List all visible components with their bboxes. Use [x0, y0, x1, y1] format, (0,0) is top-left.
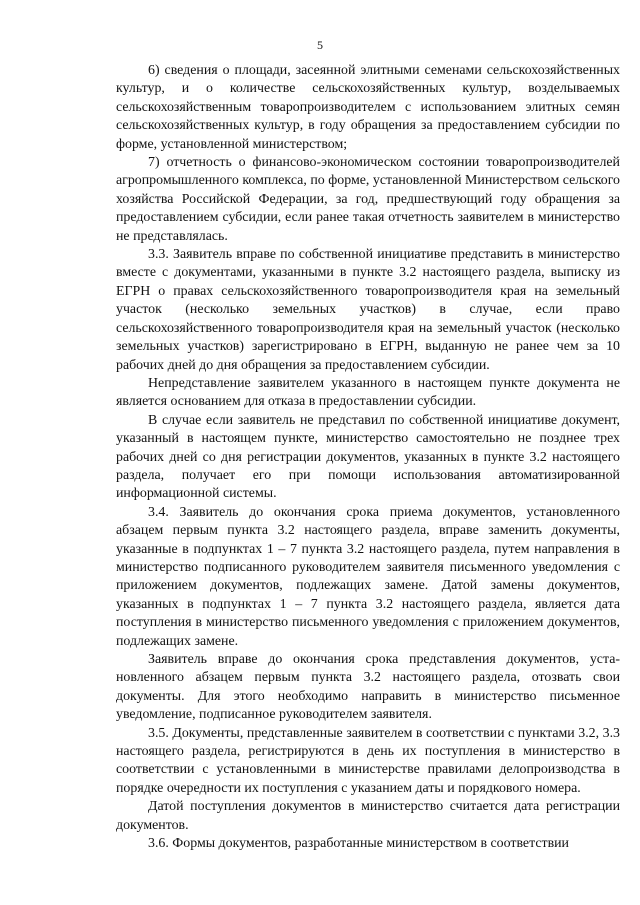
paragraph-subitem-7: 7) отчетность о финансово-экономическом состоянии товаропроизводителей агропромышленного комплекса, по форме, установленной Министерством сельского хозяйства Российской Федерации, за год, предшествующий году обращения за предоставлением субсидии, если ранее такая отчетность заявителем в министерство не представлялась.: [116, 155, 620, 244]
page-number: 5: [317, 38, 323, 52]
paragraph-receipt-date: Датой поступления документов в министерство считается дата регистрации документов.: [116, 799, 620, 833]
document-body: [116, 62, 620, 853]
paragraph-non-submission: Непредставление заявителем указанного в настоящем пункте документа не является основанием для отказа в предоставлении субсидии.: [116, 375, 620, 410]
paragraph-clause-3-6: 3.6. Формы документов, разработанные министерством в соответствии: [148, 836, 569, 852]
paragraph-withdrawal: Заявитель вправе до окончания срока представления документов, установленного абзацем первым пункта 3.2 настоящего раздела, отозвать свои документы. Для этого необходимо направить в министерство письменное уведомление, подписанное руководителем заявителя.: [116, 652, 620, 723]
paragraph-subitem-6: 6) сведения о площади, засеянной элитными семенами сельскохозяйственных культур, и о количестве сельскохозяйственных культур, возделываемых сельскохозяйственным товаропроизводителем с использованием элитных семян сельскохозяйственных культур, в году обращения за предоставлением субсидии по форме, установленной министерством;: [116, 63, 620, 152]
paragraph-clause-3-4: 3.4. Заявитель до окончания срока приема документов, установленного абзацем первым пункта 3.2 настоящего раздела, вправе заменить документы, указанные в подпунктах 1 – 7 пункта 3.2 настоящего раздела, путем направления в министерство подписанного руководителем заявителя письменного уведомления с приложением документов, подлежащих замене. Датой замены документов, указанных в подпунктах 1 – 7 пункта 3.2 настоящего раздела, является дата поступления в министерство письменного уведомления с приложением документов, подлежащих замене.: [116, 504, 620, 649]
paragraph-clause-3-5: 3.5. Документы, представленные заявителем в соответствии с пунктами 3.2, 3.3 настоящего раздела, регистрируются в день их поступления в министерство в соответствии с установленными в министерстве правилами делопроизводства в порядке очередности их поступления с указанием даты и порядкового номера.: [116, 725, 620, 796]
paragraph-clause-3-3: 3.3. Заявитель вправе по собственной инициативе представить в министерство вместе с документами, указанными в пункте 3.2 настоящего раздела, выписку из ЕГРН о правах сельскохозяйственного товаропроизводителя края на земельный участок (несколько земельных участков) в случае, если право сельскохозяйственного товаропроизводителя края на земельный участок (несколько земельных участков) зарегистрировано в ЕГРН, выданную не ранее чем за 10 рабочих дней до дня обращения за предоставлением субсидии.: [116, 247, 620, 373]
paragraph-ministry-request: В случае если заявитель не представил по собственной инициативе документ, указанный в настоящем пункте, министерство самостоятельно не позднее трех рабочих дней со дня регистрации документов, указанных в пункте 3.2 настоящего раздела, получает его при помощи использования автоматизированной информационной системы.: [116, 412, 620, 502]
